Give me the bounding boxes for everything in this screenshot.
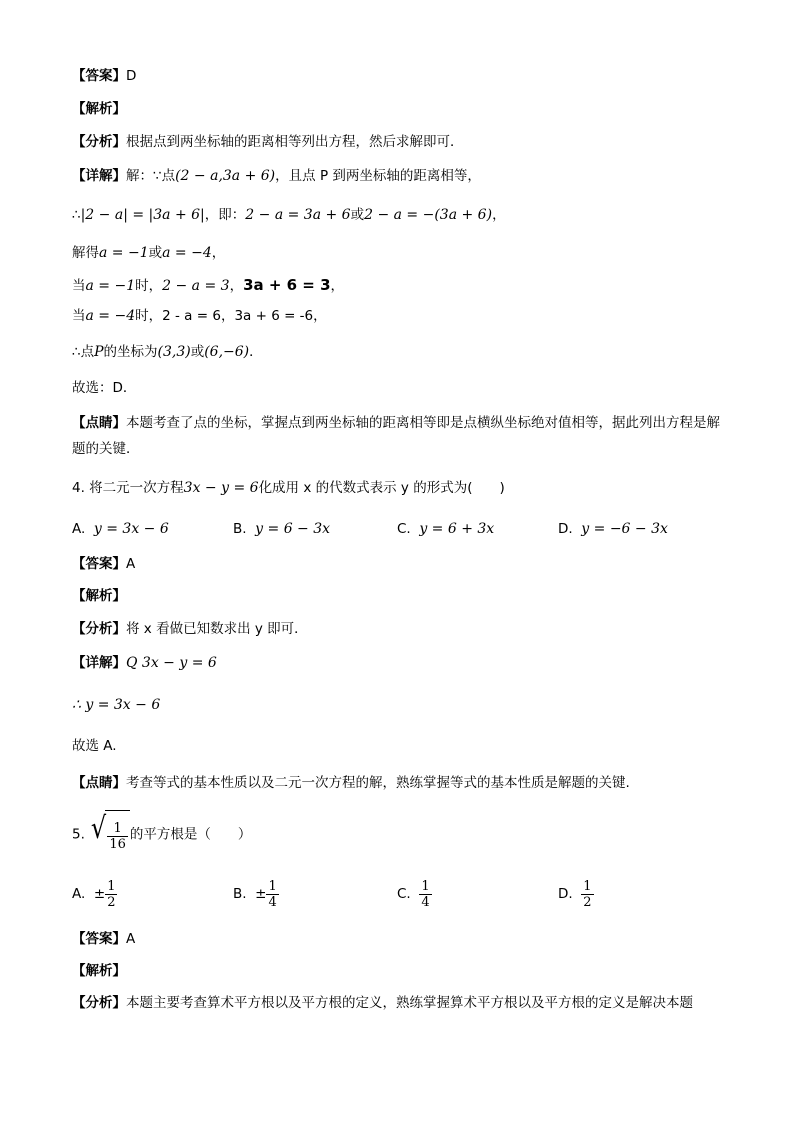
- dianjing-tag: 【点睛】: [72, 775, 126, 791]
- denominator: 2: [107, 894, 116, 910]
- math-expression: |2 − a| = |3a + 6|: [80, 207, 205, 223]
- numerator: 1: [268, 878, 277, 894]
- plus-minus-sign: ±: [93, 886, 106, 902]
- q3-analysis-heading: [72, 99, 126, 119]
- answer-tag: 【答案】: [72, 931, 126, 947]
- q4-option-d: [558, 519, 668, 539]
- answer-tag: 【答案】: [72, 68, 126, 84]
- math-expression: Q 3x − y = 6: [126, 655, 217, 671]
- detail-text: 解：∵点: [126, 168, 176, 184]
- option-label: D.: [558, 886, 573, 902]
- detail-tag: 【详解】: [72, 168, 126, 184]
- detail-text: 时，: [135, 278, 163, 294]
- math-expression: a = −1: [99, 245, 149, 261]
- q3-detail-line-5: [72, 306, 327, 326]
- question-text: 4. 将二元一次方程: [72, 480, 184, 496]
- fenxi-text: 根据点到两坐标轴的距离相等列出方程，然后求解即可．: [126, 134, 464, 150]
- question-number: 5.: [72, 826, 85, 843]
- q5-answer-line: [72, 929, 135, 949]
- detail-tag: 【详解】: [72, 655, 126, 671]
- math-expression: ∴ y = 3x − 6: [72, 697, 161, 713]
- detail-text: ，: [211, 245, 226, 261]
- fraction: [105, 879, 117, 910]
- answer-value: A: [126, 556, 136, 572]
- denominator: 4: [421, 894, 430, 910]
- math-expression: 2 - a = 6: [162, 308, 221, 324]
- math-expression: 2 − a = 3: [162, 278, 230, 294]
- math-expression: 2 − a = −(3a + 6): [364, 207, 493, 223]
- detail-text: ，: [313, 308, 327, 324]
- math-expression: a = −1: [85, 278, 136, 294]
- q3-detail-line-2: [72, 205, 506, 225]
- q3-choose-line: [72, 378, 136, 398]
- option-expression: y = −6 − 3x: [581, 521, 668, 537]
- detail-text: 当: [72, 278, 86, 294]
- detail-text: ，: [229, 278, 244, 294]
- option-label: C.: [397, 886, 411, 902]
- fenxi-text: 本题主要考查算术平方根以及平方根的定义，熟练掌握算术平方根以及平方根的定义是解决本题: [126, 995, 693, 1011]
- denominator: 2: [583, 894, 592, 910]
- math-expression: 3a + 6 = -6: [234, 308, 314, 324]
- dianjing-tag: 【点睛】: [72, 415, 126, 431]
- answer-value: A: [126, 931, 136, 947]
- q3-fenxi-line: [72, 132, 464, 152]
- q4-analysis-heading: [72, 586, 126, 606]
- fraction: [107, 821, 128, 852]
- q4-answer-line: [72, 554, 135, 574]
- math-expression: (2 − a,3a + 6): [175, 168, 276, 184]
- math-expression: a = −4: [162, 245, 212, 261]
- dianjing-text: 本题考查了点的坐标，掌握点到两坐标轴的距离相等即是点横纵坐标绝对值相等，据此列出方程是解题的关键．: [72, 415, 720, 457]
- fraction: [419, 879, 431, 910]
- answer-value: D: [126, 68, 137, 84]
- option-expression: y = 6 − 3x: [255, 521, 331, 537]
- q5-option-b: [233, 876, 279, 912]
- q5-fenxi-line: [72, 993, 693, 1013]
- q4-stem: [72, 478, 505, 498]
- analysis-tag: 【解析】: [72, 963, 126, 979]
- question-text: 化成用 x 的代数式表示 y 的形式为( ): [258, 480, 505, 496]
- denominator: 16: [109, 836, 126, 852]
- square-root: [89, 810, 130, 859]
- option-label: B.: [233, 886, 247, 902]
- fenxi-text: 将 x 看做已知数求出 y 即可．: [126, 621, 308, 637]
- choose-text: 故选 A.: [72, 738, 117, 754]
- math-expression: 2 − a = 3a + 6: [245, 207, 351, 223]
- fenxi-tag: 【分析】: [72, 134, 126, 150]
- detail-text: ，即：: [204, 207, 246, 223]
- plus-minus-sign: ±: [255, 886, 267, 902]
- q3-dianjing-line: [72, 410, 722, 462]
- q5-option-c: [397, 876, 432, 912]
- numerator: 1: [583, 878, 592, 894]
- q4-choose-line: [72, 736, 117, 756]
- radical-sign: √: [91, 811, 107, 846]
- detail-text: ，: [220, 308, 235, 324]
- q5-analysis-heading: [72, 961, 126, 981]
- fenxi-tag: 【分析】: [72, 995, 126, 1011]
- option-label: C.: [397, 521, 411, 537]
- q4-option-b: [233, 519, 330, 539]
- numerator: 1: [107, 878, 116, 894]
- denominator: 4: [268, 894, 277, 910]
- detail-text: ，且点 P 到两坐标轴的距离相等，: [275, 168, 481, 184]
- q4-fenxi-line: [72, 619, 308, 639]
- math-expression: P: [94, 344, 104, 360]
- fraction: [581, 879, 593, 910]
- q3-detail-line-3: [72, 243, 225, 263]
- q4-option-a: [72, 519, 169, 539]
- analysis-tag: 【解析】: [72, 588, 126, 604]
- q3-answer-line: [72, 66, 136, 86]
- dianjing-text: 考查等式的基本性质以及二元一次方程的解，熟练掌握等式的基本性质是解题的关键.: [126, 775, 630, 791]
- q5-stem: [72, 810, 251, 859]
- therefore-symbol: ∴: [72, 207, 81, 223]
- q3-detail-line-6: [72, 342, 263, 362]
- math-expression: a = −4: [85, 308, 136, 324]
- q4-detail-line-2: [72, 695, 160, 715]
- option-label: A.: [72, 521, 86, 537]
- math-expression: 3x − y = 6: [183, 480, 259, 496]
- detail-text: 或: [350, 207, 365, 223]
- detail-text: ．: [249, 344, 263, 360]
- detail-text: ，: [492, 207, 506, 223]
- q4-detail-line-1: [72, 653, 217, 673]
- radicand: [105, 810, 130, 859]
- question-text: 的平方根是（ ）: [129, 826, 252, 843]
- detail-text: 当: [72, 308, 86, 324]
- fenxi-tag: 【分析】: [72, 621, 126, 637]
- numerator: 1: [421, 878, 430, 894]
- q3-detail-line-4: [72, 275, 344, 296]
- fraction: [266, 879, 278, 910]
- option-label: A.: [72, 886, 86, 902]
- option-label: D.: [558, 521, 573, 537]
- option-expression: y = 3x − 6: [93, 521, 169, 537]
- detail-text: 解得: [72, 245, 99, 261]
- numerator: 1: [107, 821, 128, 837]
- math-expression: (3,3): [157, 344, 191, 360]
- math-expression: (6,−6): [204, 344, 250, 360]
- detail-text: ，: [330, 278, 345, 294]
- q4-dianjing-line: [72, 773, 630, 793]
- detail-text: 时，: [135, 308, 163, 324]
- option-expression: y = 6 + 3x: [419, 521, 495, 537]
- detail-text: 或: [148, 245, 163, 261]
- math-expression: 3a + 6 = 3: [243, 276, 331, 294]
- q5-option-d: [558, 876, 594, 912]
- q5-option-a: [72, 876, 117, 912]
- choose-text: 故选：D．: [72, 380, 137, 396]
- q4-option-c: [397, 519, 494, 539]
- answer-tag: 【答案】: [72, 556, 126, 572]
- detail-text: 或: [190, 344, 205, 360]
- detail-text: ∴点: [72, 344, 95, 360]
- detail-text: 的坐标为: [103, 344, 158, 360]
- option-label: B.: [233, 521, 247, 537]
- q3-detail-line-1: [72, 166, 481, 186]
- analysis-tag: 【解析】: [72, 101, 126, 117]
